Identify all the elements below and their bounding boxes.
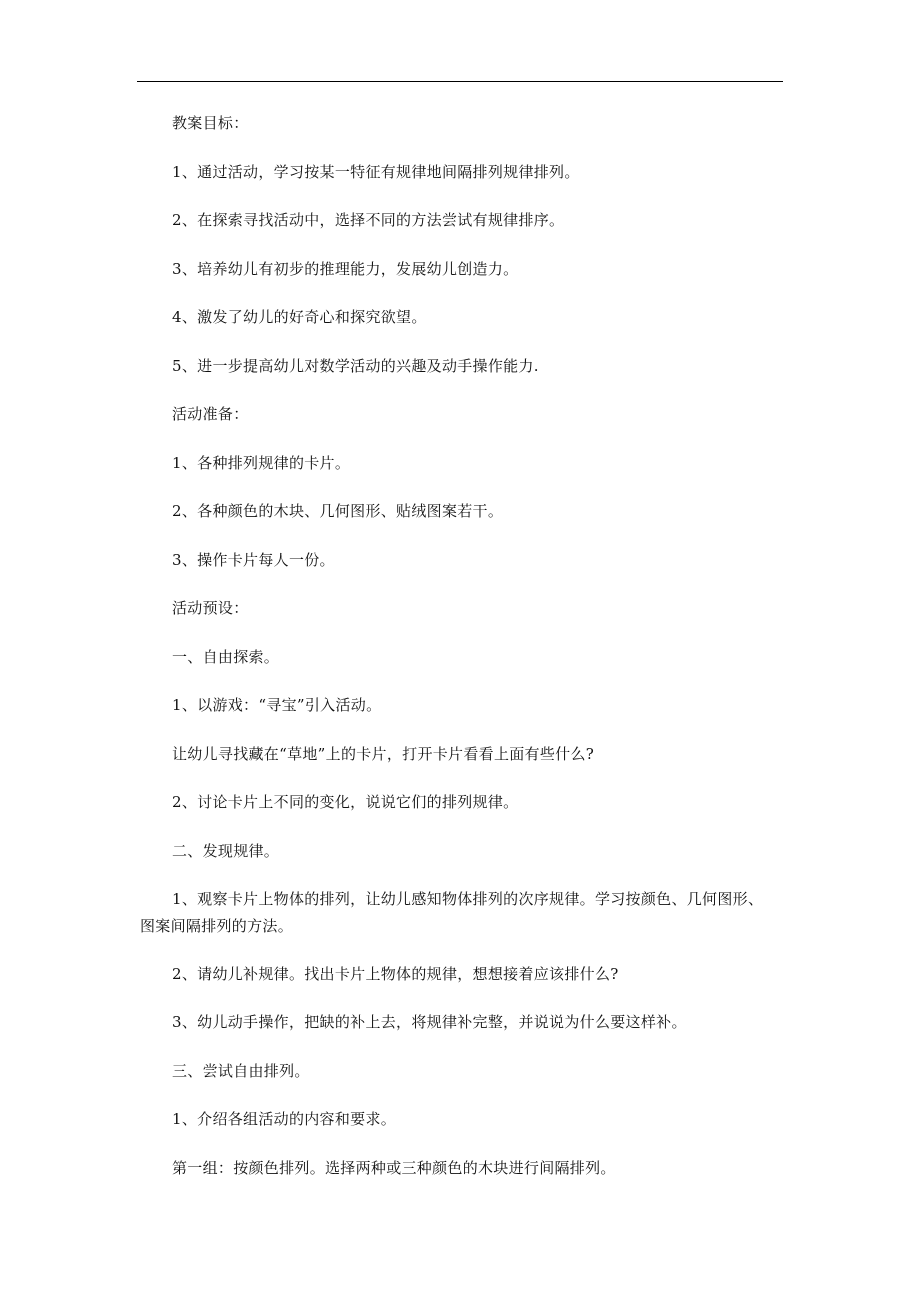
wrapped-paragraph-line: 1、观察卡片上物体的排列，让幼儿感知物体排列的次序规律。学习按颜色、几何图形、 xyxy=(172,890,764,908)
paragraph: 3、培养幼儿有初步的推理能力，发展幼儿创造力。 xyxy=(172,260,519,278)
paragraph: 3、操作卡片每人一份。 xyxy=(172,551,335,569)
paragraph: 1、介绍各组活动的内容和要求。 xyxy=(172,1110,397,1128)
subsection-heading: 二、发现规律。 xyxy=(172,842,280,860)
paragraph: 2、在探索寻找活动中，选择不同的方法尝试有规律排序。 xyxy=(172,211,565,229)
wrapped-paragraph-line: 图案间隔排列的方法。 xyxy=(140,917,294,935)
paragraph: 第一组：按颜色排列。选择两种或三种颜色的木块进行间隔排列。 xyxy=(172,1159,616,1177)
subsection-heading: 三、尝试自由排列。 xyxy=(172,1062,310,1080)
subsection-heading: 一、自由探索。 xyxy=(172,648,280,666)
paragraph: 1、通过活动，学习按某一特征有规律地间隔排列规律排列。 xyxy=(172,163,580,181)
paragraph: 2、讨论卡片上不同的变化，说说它们的排列规律。 xyxy=(172,793,519,811)
section-heading-goals: 教案目标： xyxy=(172,114,249,132)
paragraph: 2、请幼儿补规律。找出卡片上物体的规律，想想接着应该排什么? xyxy=(172,965,619,983)
paragraph: 2、各种颜色的木块、几何图形、贴绒图案若干。 xyxy=(172,502,504,520)
paragraph: 5、进一步提高幼儿对数学活动的兴趣及动手操作能力. xyxy=(172,357,539,375)
header-rule xyxy=(137,81,783,82)
paragraph: 1、各种排列规律的卡片。 xyxy=(172,454,351,472)
paragraph: 3、幼儿动手操作，把缺的补上去，将规律补完整，并说说为什么要这样补。 xyxy=(172,1013,687,1031)
section-heading-preparation: 活动准备： xyxy=(172,405,249,423)
wrapped-paragraph xyxy=(140,886,788,940)
paragraph: 1、以游戏：“寻宝”引入活动。 xyxy=(172,696,382,714)
paragraph: 让幼儿寻找藏在“草地”上的卡片，打开卡片看看上面有些什么? xyxy=(172,745,595,763)
paragraph: 4、激发了幼儿的好奇心和探究欲望。 xyxy=(172,308,427,326)
section-heading-plan: 活动预设： xyxy=(172,599,249,617)
